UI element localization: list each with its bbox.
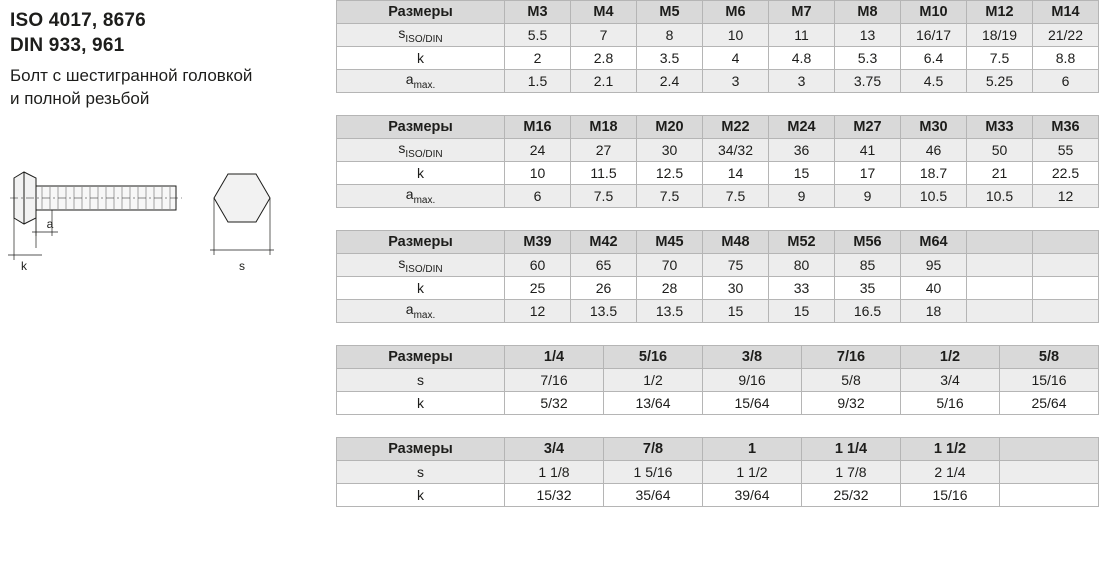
row-label-s_iso_din: $s_{ISO/DIN}$ bbox=[337, 254, 505, 277]
row-label-a_max: $a_{max.}$ bbox=[337, 185, 505, 208]
table-cell: 50 bbox=[967, 139, 1033, 162]
table-header-size: 3/4 bbox=[505, 438, 604, 461]
table-cell: 27 bbox=[571, 139, 637, 162]
table-cell: 3.5 bbox=[637, 47, 703, 70]
table-header-size: M64 bbox=[901, 231, 967, 254]
table-header-size bbox=[1033, 231, 1099, 254]
table-cell: 6 bbox=[505, 185, 571, 208]
table-cell: 12.5 bbox=[637, 162, 703, 185]
row-label-a_max: $a_{max.}$ bbox=[337, 300, 505, 323]
table-cell: 9 bbox=[835, 185, 901, 208]
product-description bbox=[10, 64, 330, 110]
table-cell: 14 bbox=[703, 162, 769, 185]
table-row bbox=[337, 139, 1099, 162]
table-header-size: 1/2 bbox=[901, 346, 1000, 369]
table-header-size: M12 bbox=[967, 1, 1033, 24]
table-header-dimensions: Размеры bbox=[337, 346, 505, 369]
table-header-size: M10 bbox=[901, 1, 967, 24]
bolt-technical-drawing bbox=[6, 160, 306, 275]
table-cell: 4.5 bbox=[901, 70, 967, 93]
table-cell: 5.3 bbox=[835, 47, 901, 70]
table-cell: 5.25 bbox=[967, 70, 1033, 93]
table-header-size: M52 bbox=[769, 231, 835, 254]
table-cell: 1.5 bbox=[505, 70, 571, 93]
product-info bbox=[10, 8, 330, 110]
table-header-size: M8 bbox=[835, 1, 901, 24]
drawing-label-s: s bbox=[239, 259, 245, 273]
table-cell bbox=[967, 277, 1033, 300]
table-cell: 25 bbox=[505, 277, 571, 300]
table-header-size: M6 bbox=[703, 1, 769, 24]
table-cell: 16.5 bbox=[835, 300, 901, 323]
table-cell: 3/4 bbox=[901, 369, 1000, 392]
table-row bbox=[337, 185, 1099, 208]
table-cell: 1 1/8 bbox=[505, 461, 604, 484]
table-header-row bbox=[337, 346, 1099, 369]
table-cell: 22.5 bbox=[1033, 162, 1099, 185]
table-cell: 80 bbox=[769, 254, 835, 277]
table-cell: 6 bbox=[1033, 70, 1099, 93]
table-cell bbox=[1033, 254, 1099, 277]
table-cell: 7.5 bbox=[637, 185, 703, 208]
row-label-k: k bbox=[337, 484, 505, 507]
table-header-row bbox=[337, 231, 1099, 254]
table-cell: 15 bbox=[769, 162, 835, 185]
table-cell: 18/19 bbox=[967, 24, 1033, 47]
table-cell: 34/32 bbox=[703, 139, 769, 162]
table-header-size: M20 bbox=[637, 116, 703, 139]
table-cell: 3.75 bbox=[835, 70, 901, 93]
table-header-size: M45 bbox=[637, 231, 703, 254]
table-cell: 26 bbox=[571, 277, 637, 300]
table-cell: 7.5 bbox=[571, 185, 637, 208]
table-cell: 18.7 bbox=[901, 162, 967, 185]
table-header-size: M42 bbox=[571, 231, 637, 254]
table-cell: 55 bbox=[1033, 139, 1099, 162]
table-header-size: M3 bbox=[505, 1, 571, 24]
table-row bbox=[337, 277, 1099, 300]
row-label-k: k bbox=[337, 47, 505, 70]
table-cell: 13.5 bbox=[637, 300, 703, 323]
table-header-size: M36 bbox=[1033, 116, 1099, 139]
table-cell: 3 bbox=[769, 70, 835, 93]
table-cell: 7/16 bbox=[505, 369, 604, 392]
table-header-row bbox=[337, 116, 1099, 139]
drawing-label-a: a bbox=[46, 217, 54, 231]
table-cell: 41 bbox=[835, 139, 901, 162]
row-label-k: k bbox=[337, 392, 505, 415]
hex-head-front-view bbox=[214, 174, 270, 222]
table-cell: 13 bbox=[835, 24, 901, 47]
row-label-k: k bbox=[337, 162, 505, 185]
table-header-size: M18 bbox=[571, 116, 637, 139]
table-cell: 1/2 bbox=[604, 369, 703, 392]
table-header-size: 1 bbox=[703, 438, 802, 461]
table-cell: 13.5 bbox=[571, 300, 637, 323]
table-cell: 39/64 bbox=[703, 484, 802, 507]
table-header-row bbox=[337, 438, 1099, 461]
table-cell: 21 bbox=[967, 162, 1033, 185]
table-cell: 9 bbox=[769, 185, 835, 208]
table-cell: 15/64 bbox=[703, 392, 802, 415]
table-header-size: M56 bbox=[835, 231, 901, 254]
table-cell: 13/64 bbox=[604, 392, 703, 415]
table-cell: 21/22 bbox=[1033, 24, 1099, 47]
table-header-size bbox=[967, 231, 1033, 254]
table-cell: 7.5 bbox=[967, 47, 1033, 70]
table-cell: 2 1/4 bbox=[901, 461, 1000, 484]
table-cell: 10.5 bbox=[901, 185, 967, 208]
table-imperial-2 bbox=[336, 437, 1099, 507]
table-row bbox=[337, 162, 1099, 185]
table-header-size: 5/16 bbox=[604, 346, 703, 369]
table-header-size: 1/4 bbox=[505, 346, 604, 369]
row-label-s_iso_din: $s_{ISO/DIN}$ bbox=[337, 24, 505, 47]
table-header-dimensions: Размеры bbox=[337, 116, 505, 139]
table-cell: 28 bbox=[637, 277, 703, 300]
table-cell: 10.5 bbox=[967, 185, 1033, 208]
table-header-size: 1 1/2 bbox=[901, 438, 1000, 461]
table-cell: 2 bbox=[505, 47, 571, 70]
table-cell: 4 bbox=[703, 47, 769, 70]
table-cell: 15/16 bbox=[901, 484, 1000, 507]
table-cell: 3 bbox=[703, 70, 769, 93]
description-line-2: и полной резьбой bbox=[10, 89, 150, 108]
table-row bbox=[337, 70, 1099, 93]
table-cell: 11 bbox=[769, 24, 835, 47]
table-cell: 24 bbox=[505, 139, 571, 162]
table-header-dimensions: Размеры bbox=[337, 231, 505, 254]
table-cell: 33 bbox=[769, 277, 835, 300]
table-cell: 1 7/8 bbox=[802, 461, 901, 484]
table-row bbox=[337, 24, 1099, 47]
table-cell bbox=[967, 300, 1033, 323]
table-cell bbox=[1033, 300, 1099, 323]
table-header-size: M14 bbox=[1033, 1, 1099, 24]
table-cell: 5/16 bbox=[901, 392, 1000, 415]
row-label-a_max: $a_{max.}$ bbox=[337, 70, 505, 93]
table-header-dimensions: Размеры bbox=[337, 1, 505, 24]
table-header-size: M33 bbox=[967, 116, 1033, 139]
table-cell: 4.8 bbox=[769, 47, 835, 70]
table-header-size: M4 bbox=[571, 1, 637, 24]
table-header-size: M30 bbox=[901, 116, 967, 139]
table-cell: 75 bbox=[703, 254, 769, 277]
table-row bbox=[337, 369, 1099, 392]
table-cell bbox=[967, 254, 1033, 277]
table-cell: 9/32 bbox=[802, 392, 901, 415]
table-cell: 70 bbox=[637, 254, 703, 277]
table-row bbox=[337, 300, 1099, 323]
table-cell: 5.5 bbox=[505, 24, 571, 47]
table-cell: 16/17 bbox=[901, 24, 967, 47]
row-label-s_iso_din: $s_{ISO/DIN}$ bbox=[337, 139, 505, 162]
table-header-size: M24 bbox=[769, 116, 835, 139]
bolt-drawing-svg bbox=[6, 160, 306, 275]
table-cell: 5/8 bbox=[802, 369, 901, 392]
table-cell: 11.5 bbox=[571, 162, 637, 185]
table-row bbox=[337, 47, 1099, 70]
row-label-k: k bbox=[337, 277, 505, 300]
standard-line-1: ISO 4017, 8676 bbox=[10, 10, 146, 31]
row-label-s_plain: s bbox=[337, 369, 505, 392]
table-cell: 7 bbox=[571, 24, 637, 47]
table-cell: 15/16 bbox=[1000, 369, 1099, 392]
table-cell bbox=[1000, 461, 1099, 484]
table-header-size: M5 bbox=[637, 1, 703, 24]
table-cell: 2.4 bbox=[637, 70, 703, 93]
table-header-size: M7 bbox=[769, 1, 835, 24]
table-cell: 25/64 bbox=[1000, 392, 1099, 415]
table-cell: 2.1 bbox=[571, 70, 637, 93]
table-cell: 17 bbox=[835, 162, 901, 185]
row-label-s_plain: s bbox=[337, 461, 505, 484]
table-cell: 30 bbox=[637, 139, 703, 162]
table-cell: 35 bbox=[835, 277, 901, 300]
table-cell: 15/32 bbox=[505, 484, 604, 507]
table-cell: 10 bbox=[505, 162, 571, 185]
table-cell: 25/32 bbox=[802, 484, 901, 507]
table-cell: 8.8 bbox=[1033, 47, 1099, 70]
table-imperial-1 bbox=[336, 345, 1099, 415]
table-header-size: M22 bbox=[703, 116, 769, 139]
table-cell: 95 bbox=[901, 254, 967, 277]
table-cell: 85 bbox=[835, 254, 901, 277]
table-cell: 36 bbox=[769, 139, 835, 162]
table-cell: 9/16 bbox=[703, 369, 802, 392]
table-cell: 65 bbox=[571, 254, 637, 277]
table-cell: 10 bbox=[703, 24, 769, 47]
table-header-size bbox=[1000, 438, 1099, 461]
table-cell: 7.5 bbox=[703, 185, 769, 208]
table-cell bbox=[1033, 277, 1099, 300]
table-cell: 12 bbox=[1033, 185, 1099, 208]
table-header-size: M27 bbox=[835, 116, 901, 139]
table-row bbox=[337, 392, 1099, 415]
table-cell: 8 bbox=[637, 24, 703, 47]
table-row bbox=[337, 254, 1099, 277]
table-cell: 1 1/2 bbox=[703, 461, 802, 484]
table-cell: 5/32 bbox=[505, 392, 604, 415]
table-cell: 60 bbox=[505, 254, 571, 277]
table-cell: 15 bbox=[703, 300, 769, 323]
table-metric-3 bbox=[336, 230, 1099, 323]
table-cell: 6.4 bbox=[901, 47, 967, 70]
table-cell: 15 bbox=[769, 300, 835, 323]
table-row bbox=[337, 461, 1099, 484]
table-header-size: M39 bbox=[505, 231, 571, 254]
description-line-1: Болт с шестигранной головкой bbox=[10, 66, 253, 85]
table-cell: 18 bbox=[901, 300, 967, 323]
table-header-size: M48 bbox=[703, 231, 769, 254]
drawing-label-k: k bbox=[21, 259, 27, 273]
table-cell bbox=[1000, 484, 1099, 507]
table-cell: 2.8 bbox=[571, 47, 637, 70]
table-header-size: M16 bbox=[505, 116, 571, 139]
table-metric-2 bbox=[336, 115, 1099, 208]
table-header-size: 7/8 bbox=[604, 438, 703, 461]
dimension-tables bbox=[336, 0, 1098, 529]
table-cell: 30 bbox=[703, 277, 769, 300]
table-header-size: 7/16 bbox=[802, 346, 901, 369]
table-cell: 46 bbox=[901, 139, 967, 162]
table-header-size: 1 1/4 bbox=[802, 438, 901, 461]
table-cell: 35/64 bbox=[604, 484, 703, 507]
table-row bbox=[337, 484, 1099, 507]
table-cell: 1 5/16 bbox=[604, 461, 703, 484]
table-header-dimensions: Размеры bbox=[337, 438, 505, 461]
table-metric-1 bbox=[336, 0, 1099, 93]
table-cell: 12 bbox=[505, 300, 571, 323]
table-header-size: 5/8 bbox=[1000, 346, 1099, 369]
table-header-size: 3/8 bbox=[703, 346, 802, 369]
table-cell: 40 bbox=[901, 277, 967, 300]
standard-line-2: DIN 933, 961 bbox=[10, 35, 125, 56]
table-header-row bbox=[337, 1, 1099, 24]
